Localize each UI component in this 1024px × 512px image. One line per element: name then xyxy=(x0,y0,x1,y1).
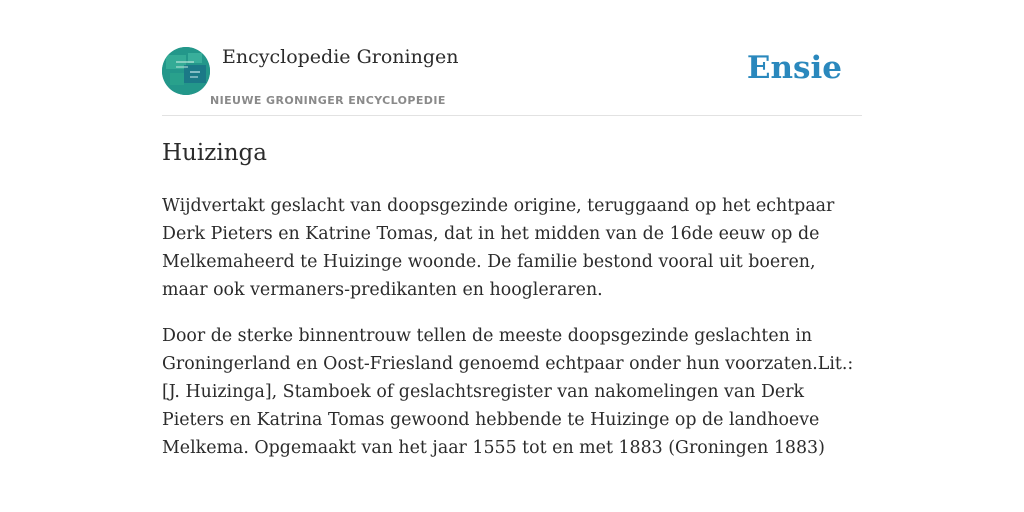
article-paragraph: Door de sterke binnentrouw tellen de meeste doopsgezinde geslachten in Groningerland en Oost-Friesland genoemd echtpaar onder hun voorzaten.Lit.: [J. Huizinga], Stamboek of geslachtsregister van nakomelingen van Derk Pieters en Katrina Tomas gewoond hebbende te Huizinge op de landhoeve Melkema. Opgemaakt van het jaar 1555 tot en met 1883 (Groningen 1883) xyxy=(162,326,854,458)
site-subtitle: NIEUWE GRONINGER ENCYCLOPEDIE xyxy=(210,94,446,107)
site-header xyxy=(162,0,862,116)
site-title[interactable]: Encyclopedie Groningen xyxy=(222,46,459,68)
article-paragraph: Wijdvertakt geslacht van doopsgezinde origine, teruggaand op het echtpaar Derk Pieters en Katrine Tomas, dat in het midden van de 16de eeuw op de Melkemaheerd te Huizinge woonde. De familie bestond vooral uit boeren, maar ook vermaners-predikanten en hoogleraren. xyxy=(162,196,835,300)
page xyxy=(162,0,862,458)
ensie-brand-link[interactable]: Ensie xyxy=(746,50,842,86)
encyclopedie-groningen-logo-icon[interactable] xyxy=(162,47,210,95)
article-body xyxy=(162,192,862,480)
article-title: Huizinga xyxy=(162,140,267,166)
